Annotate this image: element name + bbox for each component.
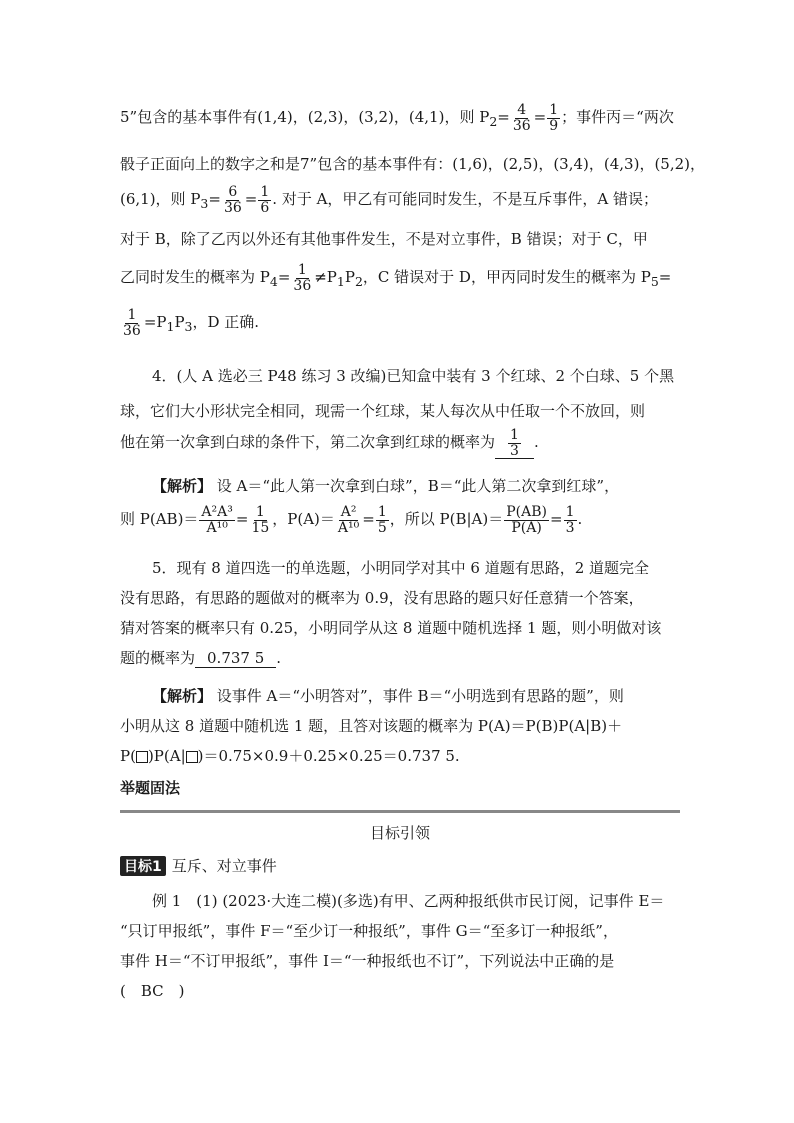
solution-line-4: 对于 B，除了乙丙以外还有其他事件发生，不是对立事件，B 错误；对于 C，甲 — [120, 230, 648, 248]
fraction: $\frac{1}{9}$ — [549, 102, 559, 134]
box-b-symbol — [186, 751, 198, 763]
analysis-5-line-1: 【解析】 设事件 A＝“小明答对”，事件 B＝“小明选到有思路的题”，则 — [152, 687, 624, 705]
section-title: 举题固法 — [120, 779, 181, 797]
question-5-line-4: 题的概率为 0.737 5 . — [120, 649, 282, 667]
analysis-4-line-2: 则 P(AB)＝ $\frac{\text{A²A³}}{\text{A¹⁰}}$ = $\frac{1}{15}$ ，P(A)＝ $\frac{\text{A²}}{\text{A¹⁰}}$ = $\frac{1}{5}$ ，所以 P(B|A)＝ $\frac{P(AB)}{P(A)}$ = $\frac{1}{3}$ . — [120, 504, 583, 536]
question-4-line-3: 他在第一次拿到白球的条件下，第二次拿到红球的概率为 $\frac{1}{3}$ . — [120, 427, 539, 459]
answer-blank: $\frac{1}{3}$ — [495, 428, 534, 459]
question-4-line-1: 4．(人 A 选必三 P48 练习 3 改编)已知盒中装有 3 个红球、2 个白球、5 个黑 — [152, 367, 675, 385]
solution-line-2: 骰子正面向上的数字之和是7”包含的基本事件有：(1,6)，(2,5)，(3,4)，(4,3)，(5,2)， — [120, 155, 706, 173]
example-line-1: 例 1 (1) (2023·大连二模)(多选)有甲、乙两种报纸供市民订阅，记事件 E＝ — [152, 892, 665, 910]
question-5-line-3: 猜对答案的概率只有 0.25，小明同学从这 8 道题中随机选择 1 题，则小明做对该 — [120, 619, 662, 637]
solution-line-5: 乙同时发生的概率为 $P_4=$ $\frac{1}{36}$ $\ne P_1P_2$，C 错误对于 D，甲丙同时发生的概率为 $P_5=$ — [120, 262, 672, 294]
fraction: $\frac{4}{36}$ — [512, 102, 531, 134]
solution-line-6: $\frac{1}{36}$ $=P_1P_3$，D 正确. — [123, 307, 260, 339]
question-5-line-1: 5．现有 8 道四选一的单选题，小明同学对其中 6 道题有思路，2 道题完全 — [152, 559, 650, 577]
section-divider — [120, 810, 680, 813]
analysis-4-line-1: 【解析】 设 A＝“此人第一次拿到白球”，B＝“此人第二次拿到红球”， — [152, 477, 620, 495]
goal-line: 目标1 互斥、对立事件 — [120, 855, 277, 876]
solution-line-3: (6,1)，则 $P_3=$ $\frac{6}{36}$ = $\frac{1}{6}$ . 对于 A，甲乙有可能同时发生，不是互斥事件，A 错误； — [120, 184, 659, 216]
example-line-4: ( BC ) — [120, 982, 185, 1000]
analysis-5-line-3: P( )P(A| )＝0.75×0.9＋0.25×0.25＝0.737 5. — [120, 747, 460, 765]
solution-line-1: 5”包含的基本事件有(1,4)，(2,3)，(3,2)，(4,1)，则 $P_2=$ $\frac{4}{36}$ = $\frac{1}{9}$ ；事件丙＝“两次 — [120, 102, 674, 134]
analysis-5-line-2: 小明从这 8 道题中随机选 1 题，且答对该题的概率为 P(A)＝P(B)P(A|B)＋ — [120, 717, 623, 735]
box-b-symbol — [136, 751, 148, 763]
question-5-line-2: 没有思路，有思路的题做对的概率为 0.9，没有思路的题只好任意猜一个答案， — [120, 589, 644, 607]
example-line-2: “只订甲报纸”，事件 F＝“至少订一种报纸”，事件 G＝“至多订一种报纸”， — [120, 922, 618, 940]
goal-heading: 目标引领 — [369, 824, 430, 842]
example-line-3: 事件 H＝“不订甲报纸”，事件 I＝“一种报纸也不订”，下列说法中正确的是 — [120, 952, 615, 970]
question-4-line-2: 球，它们大小形状完全相同，现需一个红球，某人每次从中任取一个不放回，则 — [120, 402, 646, 420]
answer-blank: 0.737 5 — [195, 649, 276, 668]
goal-badge: 目标1 — [120, 856, 166, 876]
